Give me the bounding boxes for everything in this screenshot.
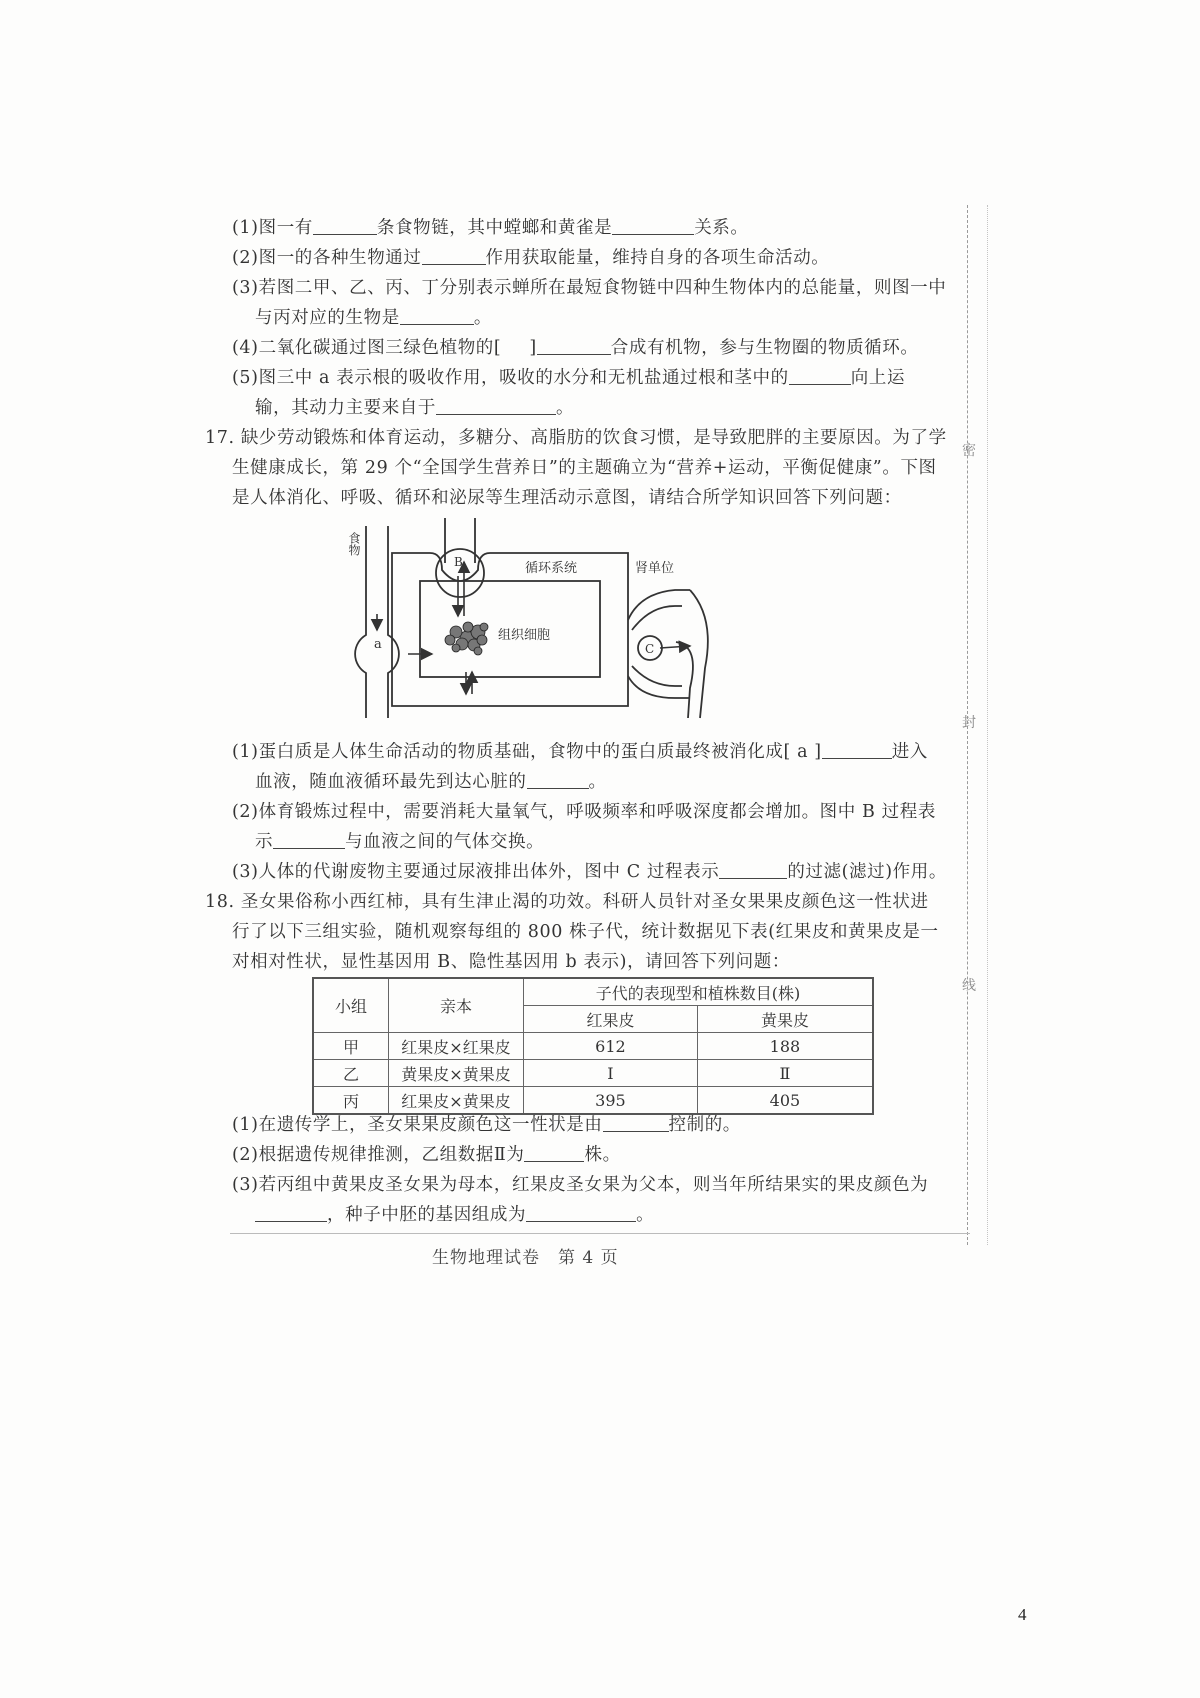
q18-stem-2: 行了以下三组实验，随机观察每组的 800 株子代，统计数据见下表(红果皮和黄果皮是一 <box>232 922 939 942</box>
cell-yellow: 188 <box>697 1033 873 1060</box>
q18-number: 18. <box>205 892 235 912</box>
q17-item-1: (1)蛋白质是人体生命活动的物质基础，食物中的蛋白质最终被消化成[ a ] 进入 <box>232 742 928 762</box>
cell-yellow: 405 <box>697 1087 873 1115</box>
q16-item-5: (5)图三中 a 表示根的吸收作用，吸收的水分和无机盐通过根和茎中的 向上运 <box>232 368 906 388</box>
cell-parents: 黄果皮×黄果皮 <box>389 1060 524 1087</box>
table-row <box>313 1060 873 1087</box>
diagram-label-tissue: 组织细胞 <box>498 628 551 643</box>
diagram-label-b: B <box>454 555 463 569</box>
tissue-cells-drawing <box>445 622 488 655</box>
offspring-table <box>312 977 874 1115</box>
q18-item-2: (2)根据遗传规律推测，乙组数据Ⅱ为 株。 <box>232 1145 621 1165</box>
cell-red: 612 <box>524 1033 698 1060</box>
header-parents: 亲本 <box>389 978 524 1033</box>
q16-item-2: (2)图一的各种生物通过 作用获取能量，维持自身的各项生命活动。 <box>232 248 830 268</box>
q18-item-1: (1)在遗传学上，圣女果果皮颜色这一性状是由 控制的。 <box>232 1115 741 1135</box>
table-row <box>313 1087 873 1115</box>
q17-stem-2: 生健康成长，第 29 个“全国学生营养日”的主题确立为“营养+运动，平衡促健康”。下图 <box>232 458 937 478</box>
q18-item-3: (3)若丙组中黄果皮圣女果为母本，红果皮圣女果为父本，则当年所结果实的果皮颜色为 <box>232 1175 929 1195</box>
margin-char-seal: 密 <box>962 443 976 459</box>
margin-char-line: 线 <box>962 978 976 994</box>
q16-item-3-cont: 与丙对应的生物是 。 <box>255 308 492 328</box>
q16-item-4: (4)二氧化碳通过图三绿色植物的[ ] 合成有机物，参与生物圈的物质循环。 <box>232 338 919 358</box>
page-footer: 生物地理试卷 第 4 页 <box>432 1248 619 1268</box>
q16-item-1: (1)图一有 条食物链，其中螳螂和黄雀是 关系。 <box>232 218 749 238</box>
q17-item-3: (3)人体的代谢废物主要通过尿液排出体外，图中 C 过程表示 的过滤(滤过)作用。 <box>232 862 947 882</box>
q18-stem-1: 18. 圣女果俗称小西红柿，具有生津止渴的功效。科研人员针对圣女果果皮颜色这一性状进 <box>205 892 929 912</box>
diagram-label-food: 食物 <box>347 532 361 556</box>
header-offspring: 子代的表现型和植株数目(株) <box>524 978 874 1006</box>
cell-yellow: Ⅱ <box>697 1060 873 1087</box>
q17-stem-1: 17. 缺少劳动锻炼和体育运动，多糖分、高脂肪的饮食习惯，是导致肥胖的主要原因。为了学 <box>205 428 947 448</box>
page-number: 4 <box>1018 1605 1027 1624</box>
cell-group: 乙 <box>313 1060 389 1087</box>
physiology-diagram <box>347 518 780 728</box>
diagram-label-c: C <box>645 642 655 656</box>
diagram-label-nephron: 肾单位 <box>635 561 675 576</box>
header-group: 小组 <box>313 978 389 1033</box>
q18-stem-3: 对相对性状，显性基因用 B、隐性基因用 b 表示)，请回答下列问题： <box>232 952 790 972</box>
diagram-label-circulation: 循环系统 <box>525 561 578 576</box>
diagram-label-a: a <box>374 637 382 652</box>
q18-item-3-cont: ，种子中胚的基因组成为 。 <box>255 1201 654 1226</box>
footer-rule <box>230 1233 970 1234</box>
margin-char-close: 封 <box>962 715 976 731</box>
q17-item-2: (2)体育锻炼过程中，需要消耗大量氧气，呼吸频率和呼吸深度都会增加。图中 B 过程表 <box>232 802 936 822</box>
table-header-row <box>313 978 873 1006</box>
cell-red: 395 <box>524 1087 698 1115</box>
cell-parents: 红果皮×黄果皮 <box>389 1087 524 1115</box>
binding-margin-line-secondary <box>987 205 988 1245</box>
cell-red: Ⅰ <box>524 1060 698 1087</box>
cell-group: 丙 <box>313 1087 389 1115</box>
q17-item-1-cont: 血液，随血液循环最先到达心脏的 。 <box>255 772 607 792</box>
q17-item-2-cont: 示 与血液之间的气体交换。 <box>255 832 545 852</box>
q16-item-5-cont: 输，其动力主要来自于 。 <box>255 398 575 418</box>
header-yellow: 黄果皮 <box>697 1006 873 1033</box>
cell-parents: 红果皮×红果皮 <box>389 1033 524 1060</box>
q17-number: 17. <box>205 428 235 448</box>
header-red: 红果皮 <box>524 1006 698 1033</box>
q16-item-3: (3)若图二甲、乙、丙、丁分别表示蝉所在最短食物链中四种生物体内的总能量，则图一中 <box>232 278 947 298</box>
cell-group: 甲 <box>313 1033 389 1060</box>
q17-stem-3: 是人体消化、呼吸、循环和泌尿等生理活动示意图，请结合所学知识回答下列问题： <box>232 488 902 508</box>
table-row <box>313 1033 873 1060</box>
